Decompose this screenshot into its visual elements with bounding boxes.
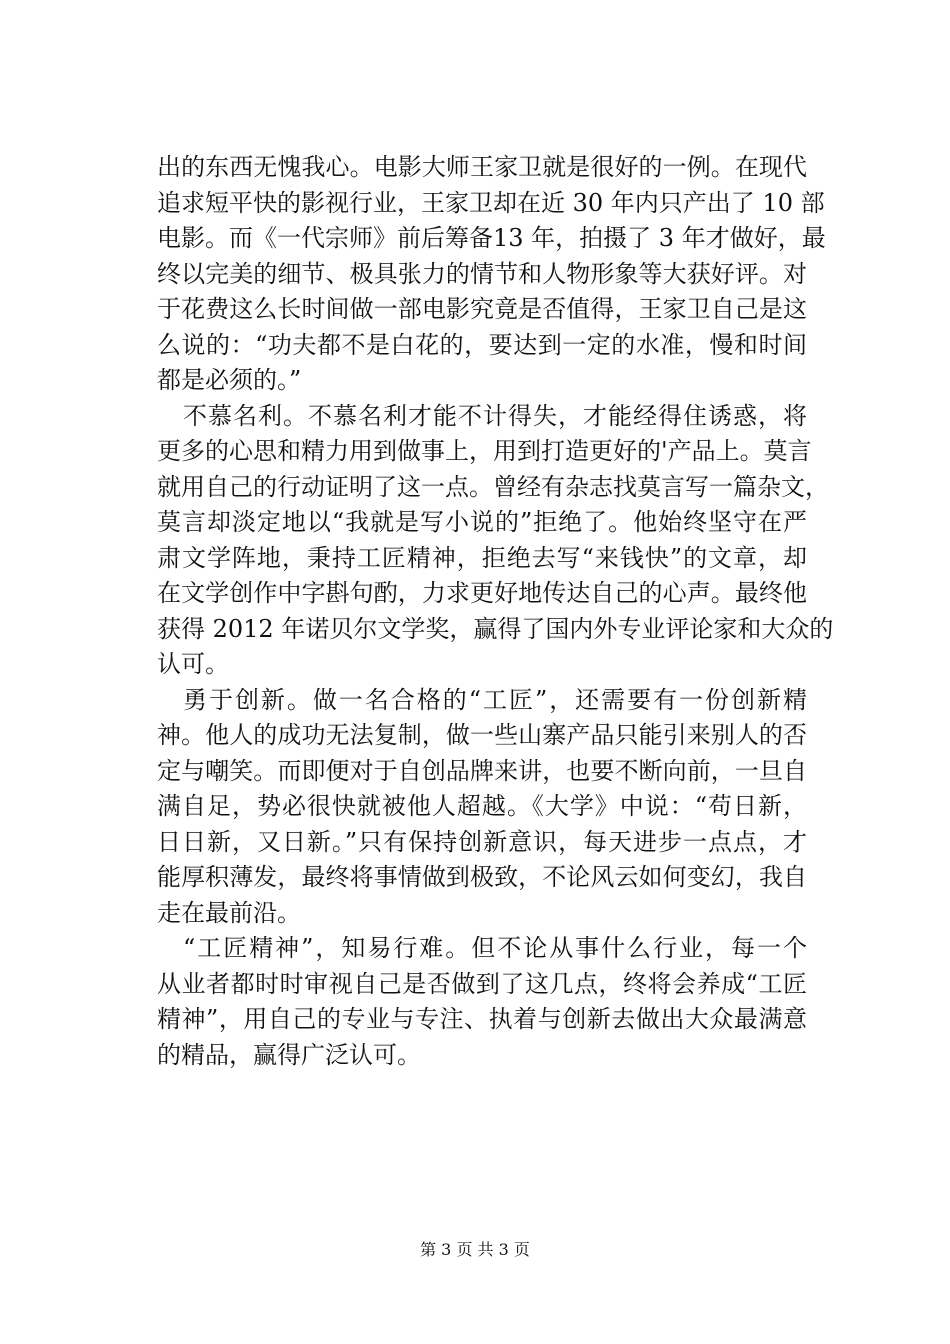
text-line: 终以完美的细节、极具张力的情节和人物形象等大获好评。对 <box>157 259 807 288</box>
text-line: 追求短平快的影视行业，王家卫却在近 30 年内只产出了 10 部 <box>157 188 825 217</box>
text-line: 获得 2012 年诺贝尔文学奖，赢得了国内外专业评论家和大众的 <box>157 614 834 643</box>
text-line: 勇于创新。做一名合格的“工匠”，还需要有一份创新精 <box>183 685 807 714</box>
text-line: 就用自己的行动证明了这一点。曾经有杂志找莫言写一篇杂文， <box>157 472 829 501</box>
text-line: 么说的：“功夫都不是白花的，要达到一定的水准，慢和时间 <box>157 330 807 359</box>
text-line: 肃文学阵地，秉持工匠精神，拒绝去写“来钱快”的文章，却 <box>157 543 807 572</box>
text-line: 于花费这么长时间做一部电影究竟是否值得，王家卫自己是这 <box>157 295 807 323</box>
text-line: 在文学创作中字斟句酌，力求更好地传达自己的心声。最终他 <box>157 579 807 607</box>
text-line: 更多的心思和精力用到做事上，用到打造更好的'产品上。莫言 <box>157 437 812 465</box>
text-line: 定与嘲笑。而即便对于自创品牌来讲，也要不断向前，一旦自 <box>157 756 807 785</box>
text-line: 出的东西无愧我心。电影大师王家卫就是很好的一例。在现代 <box>157 153 807 181</box>
text-line: 满自足，势必很快就被他人超越。《大学》中说：“苟日新， <box>157 792 807 820</box>
text-line: 都是必须的。” <box>157 366 302 394</box>
text-line: 走在最前沿。 <box>157 898 301 927</box>
body-text <box>157 150 834 1073</box>
text-line: 莫言却淡定地以“我就是写小说的”拒绝了。他始终坚守在严 <box>157 508 807 536</box>
text-line: “工匠精神”，知易行难。但不论从事什么行业，每一个 <box>183 934 807 962</box>
text-line: 精神”，用自己的专业与专注、执着与创新去做出大众最满意 <box>157 1005 807 1033</box>
text-line: 能厚积薄发，最终将事情做到极致，不论风云如何变幻，我自 <box>157 863 807 891</box>
page-footer: 第 3 页 共 3 页 <box>420 1240 530 1259</box>
text-line: 认可。 <box>157 650 229 678</box>
text-line: 电影。而《一代宗师》前后筹备13 年，拍摄了 3 年才做好，最 <box>157 224 826 252</box>
text-line: 不慕名利。不慕名利才能不计得失，才能经得住诱惑，将 <box>183 401 807 430</box>
text-line: 日日新，又日新。”只有保持创新意识，每天进步一点点，才 <box>157 827 807 856</box>
text-line: 的精品，赢得广泛认可。 <box>157 1040 421 1069</box>
text-line: 从业者都时时审视自己是否做到了这几点，终将会养成“工匠 <box>157 969 807 998</box>
text-line: 神。他人的成功无法复制，做一些山寨产品只能引来别人的否 <box>157 721 807 749</box>
